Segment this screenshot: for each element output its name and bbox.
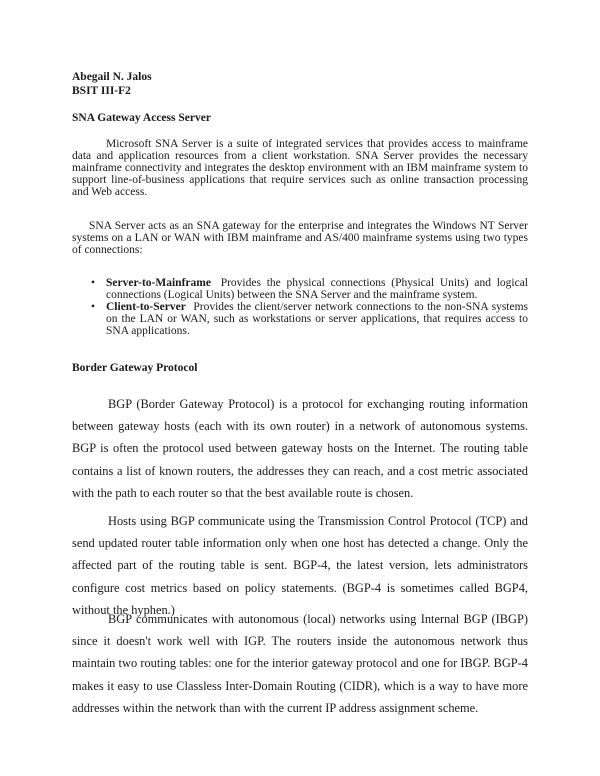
sna-paragraph-1: Microsoft SNA Server is a suite of integrated services that provides access to mainframe data and application resources from a client workstation. SNA Server provides the necessary mainframe connectivity and integrates the desktop environment with an IBM mainframe system to support line-of-business applications that require services such as online transaction processing and Web access. (72, 138, 528, 198)
bgp-paragraph-2: Hosts using BGP communicate using the Transmission Control Protocol (TCP) and send updated router table information only when one host has detected a change. Only the affected part of the routing table is sent. BGP-4, the latest version, lets administrators configure cost metrics based on policy statements. (BGP-4 is sometimes called BGP4, without the hyphen.) (72, 514, 528, 617)
sna-connection-list (72, 277, 528, 337)
bullet-text: Provides the physical connections (Physical Units) and logical connections (Logical Units) between the SNA Server and the mainframe system. (106, 277, 529, 301)
bgp-paragraph-3: BGP communicates with autonomous (local) networks using Internal BGP (IBGP) since it doesn't work well with IGP. The routers inside the autonomous network thus maintain two routing tables: one for the interior gateway protocol and one for IBGP. BGP-4 makes it easy to use Classless Inter-Domain Routing (CIDR), which is a way to have more addresses within the network than with the current IP address assignment scheme. (72, 612, 528, 715)
bullet-term: Server-to-Mainframe (106, 277, 211, 289)
list-item (72, 277, 528, 301)
bullet-icon: • (91, 301, 96, 313)
sna-heading: SNA Gateway Access Server (72, 112, 211, 124)
author-section: BSIT III-F2 (72, 85, 131, 97)
list-item (72, 301, 528, 337)
sna-paragraph-2: SNA Server acts as an SNA gateway for the enterprise and integrates the Windows NT Server systems on a LAN or WAN with IBM mainframe and AS/400 mainframe systems using two types of connections: (72, 220, 528, 256)
bgp-heading: Border Gateway Protocol (72, 362, 198, 374)
bullet-text: Provides the client/server network connections to the non-SNA systems on the LAN or WAN, such as workstations or server applications, that requires access to SNA applications. (106, 301, 529, 337)
bullet-term: Client-to-Server (106, 301, 186, 313)
bgp-paragraph-1: BGP (Border Gateway Protocol) is a protocol for exchanging routing information between gateway hosts (each with its own router) in a network of autonomous systems. BGP is often the protocol used between gateway hosts on the Internet. The routing table contains a list of known routers, the addresses they can reach, and a cost metric associated with the path to each router so that the best available route is chosen. (72, 397, 528, 500)
bullet-icon: • (91, 277, 96, 289)
author-name: Abegail N. Jalos (72, 71, 152, 83)
